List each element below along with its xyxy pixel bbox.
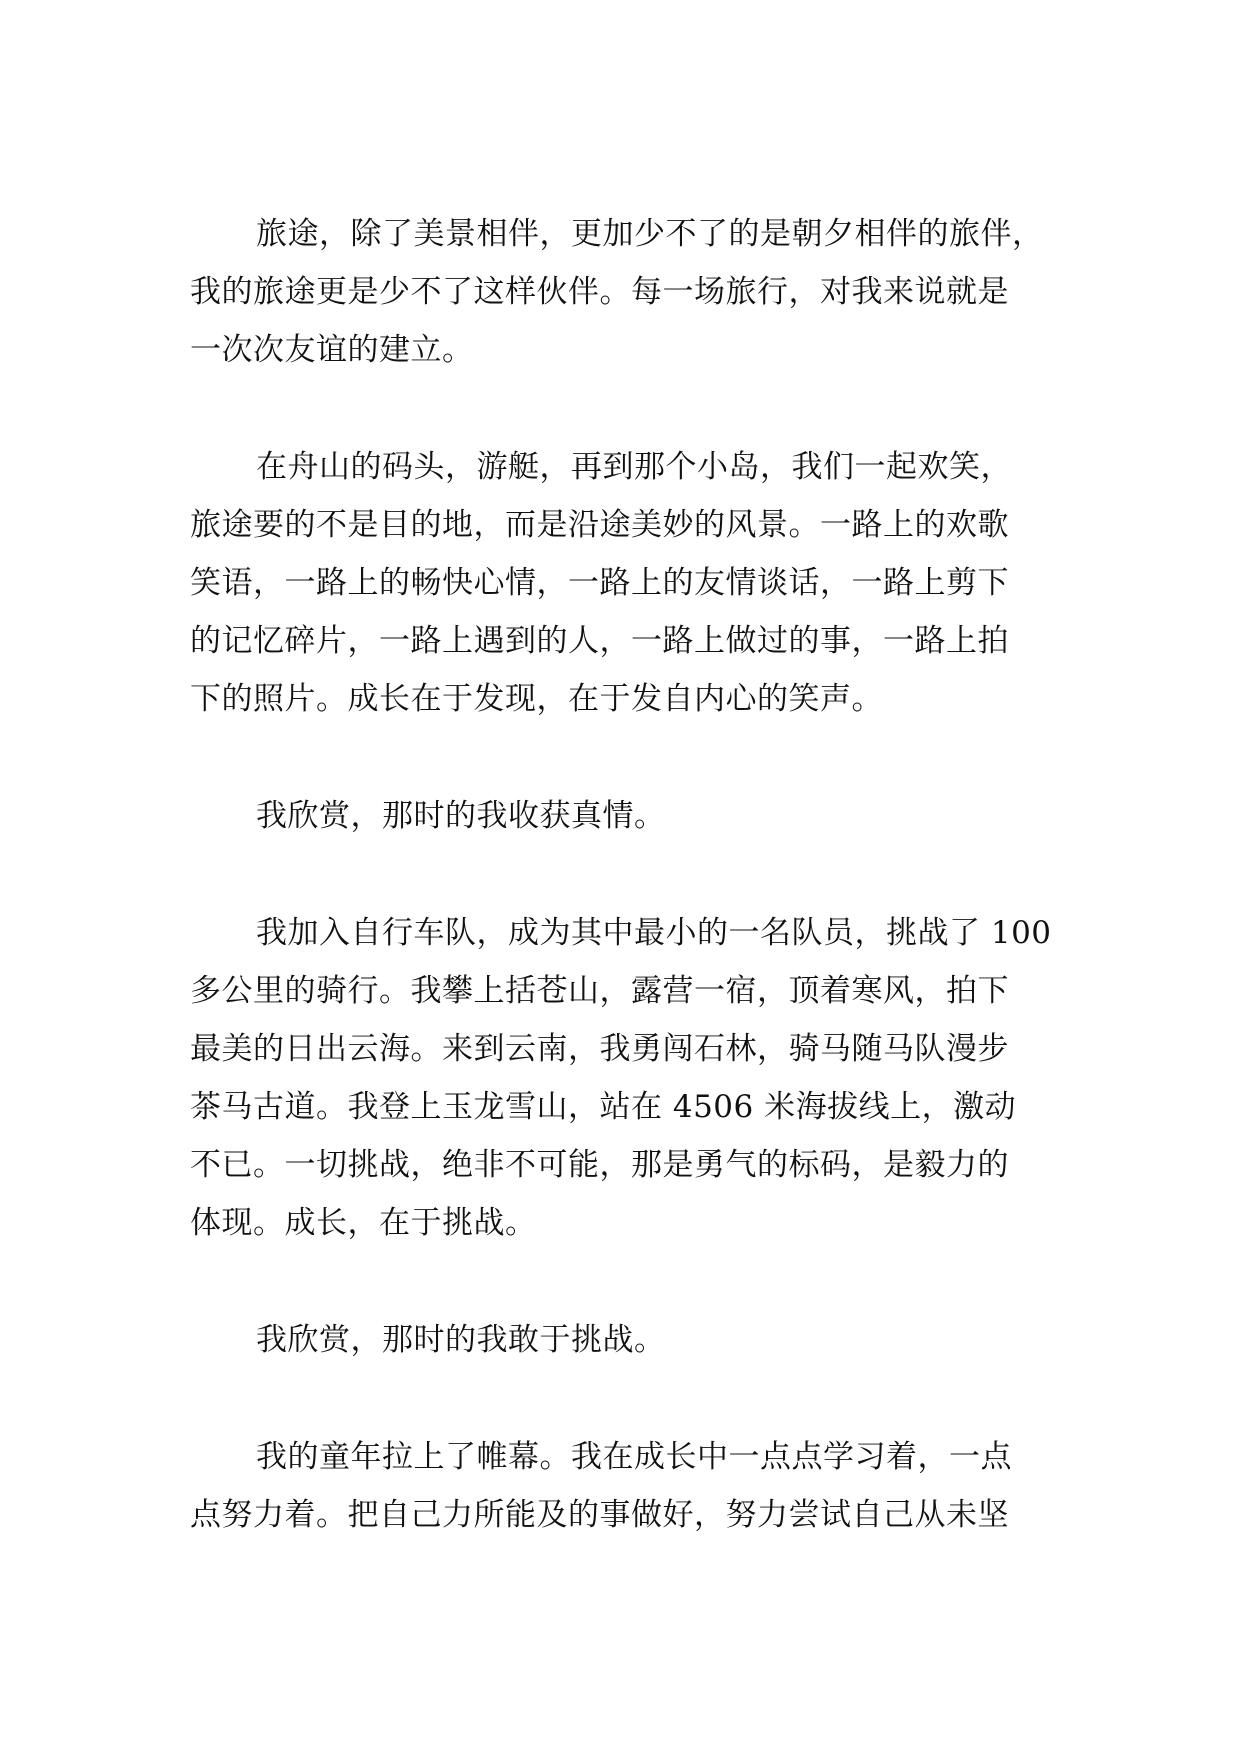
paragraph-line: 我欣赏，那时的我收获真情。	[256, 798, 666, 834]
paragraph-line: 点努力着。把自己力所能及的事做好，努力尝试自己从未坚	[190, 1497, 1009, 1533]
paragraph-line: 我欣赏，那时的我敢于挑战。	[256, 1322, 666, 1358]
paragraph-5	[190, 1311, 1054, 1369]
paragraph-line: 我加入自行车队，成为其中最小的一名队员，挑战了 100	[256, 915, 1052, 951]
paragraph-line: 旅途，除了美景相伴，更加少不了的是朝夕相伴的旅伴，	[256, 216, 1044, 252]
document-body	[190, 205, 1054, 1544]
paragraph-2	[190, 438, 1054, 728]
paragraph-6	[190, 1428, 1054, 1544]
paragraph-line: 我的旅途更是少不了这样伙伴。每一场旅行，对我来说就是	[190, 274, 1009, 310]
paragraph-line: 我的童年拉上了帷幕。我在成长中一点点学习着，一点	[256, 1439, 1012, 1475]
paragraph-spacer	[190, 379, 1054, 438]
paragraph-line: 的记忆碎片，一路上遇到的人，一路上做过的事，一路上拍	[190, 623, 1009, 659]
paragraph-line: 一次次友谊的建立。	[190, 332, 474, 368]
paragraph-line: 体现。成长，在于挑战。	[190, 1205, 537, 1241]
paragraph-spacer	[190, 1252, 1054, 1311]
paragraph-line: 下的照片。成长在于发现，在于发自内心的笑声。	[190, 681, 883, 717]
paragraph-line: 不已。一切挑战，绝非不可能，那是勇气的标码，是毅力的	[190, 1147, 1009, 1183]
paragraph-spacer	[190, 845, 1054, 904]
paragraph-spacer	[190, 1369, 1054, 1428]
paragraph-line: 在舟山的码头，游艇，再到那个小岛，我们一起欢笑，	[256, 449, 1012, 485]
paragraph-line: 旅途要的不是目的地，而是沿途美妙的风景。一路上的欢歌	[190, 507, 1009, 543]
paragraph-line: 最美的日出云海。来到云南，我勇闯石林，骑马随马队漫步	[190, 1031, 1009, 1067]
paragraph-4	[190, 904, 1054, 1252]
paragraph-3	[190, 787, 1054, 845]
paragraph-line: 多公里的骑行。我攀上括苍山，露营一宿，顶着寒风，拍下	[190, 973, 1009, 1009]
paragraph-1	[190, 205, 1054, 379]
paragraph-line: 茶马古道。我登上玉龙雪山，站在 4506 米海拔线上，激动	[190, 1089, 1017, 1125]
paragraph-line: 笑语，一路上的畅快心情，一路上的友情谈话，一路上剪下	[190, 565, 1009, 601]
paragraph-spacer	[190, 728, 1054, 787]
